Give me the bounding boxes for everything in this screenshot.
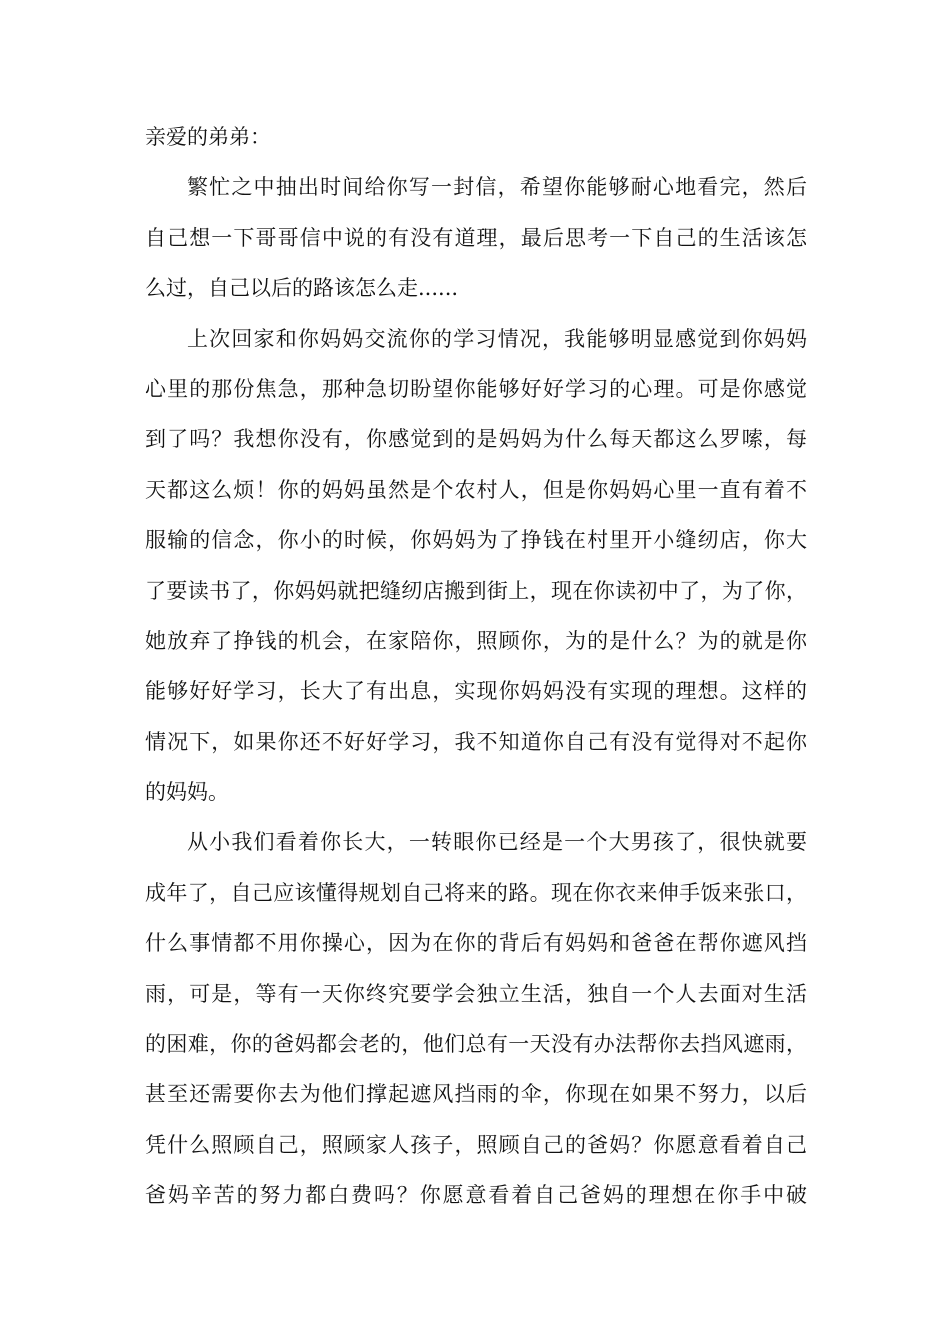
text-line: 到了吗？我想你没有，你感觉到的是妈妈为什么每天都这么罗嗦，每: [145, 427, 807, 452]
letter-body: [145, 112, 807, 1221]
text-line: 上次回家和你妈妈交流你的学习情况，我能够明显感觉到你妈妈: [187, 326, 807, 351]
text-line: 心里的那份焦急，那种急切盼望你能够好好学习的心理。可是你感觉: [145, 376, 807, 401]
text-line: 什么事情都不用你操心，因为在你的背后有妈妈和爸爸在帮你遮风挡: [145, 931, 807, 956]
text-line: 繁忙之中抽出时间给你写一封信，希望你能够耐心地看完，然后: [187, 175, 807, 200]
text-line: 的困难，你的爸妈都会老的，他们总有一天没有办法帮你去挡风遮雨，: [145, 1032, 807, 1057]
text-line: 自己想一下哥哥信中说的有没有道理，最后思考一下自己的生活该怎: [145, 225, 807, 250]
text-line: 了要读书了，你妈妈就把缝纫店搬到街上，现在你读初中了，为了你，: [145, 578, 807, 603]
text-line: 成年了，自己应该懂得规划自己将来的路。现在你衣来伸手饭来张口，: [145, 880, 807, 905]
text-line: 从小我们看着你长大，一转眼你已经是一个大男孩了，很快就要: [187, 830, 807, 855]
text-line: 服输的信念，你小的时候，你妈妈为了挣钱在村里开小缝纫店，你大: [145, 528, 807, 553]
text-line: 情况下，如果你还不好好学习，我不知道你自己有没有觉得对不起你: [145, 729, 807, 754]
text-line: 甚至还需要你去为他们撑起遮风挡雨的伞，你现在如果不努力，以后: [145, 1082, 807, 1107]
salutation: 亲爱的弟弟：: [145, 125, 271, 149]
text-line: 雨，可是，等有一天你终究要学会独立生活，独自一个人去面对生活: [145, 981, 807, 1006]
text-line: 的妈妈。: [145, 780, 229, 805]
text-line: 她放弃了挣钱的机会，在家陪你，照顾你，为的是什么？为的就是你: [145, 628, 807, 653]
text-line: 天都这么烦！你的妈妈虽然是个农村人，但是你妈妈心里一直有着不: [145, 477, 807, 502]
text-line: 爸妈辛苦的努力都白费吗？你愿意看着自己爸妈的理想在你手中破: [145, 1183, 807, 1208]
text-line: 能够好好学习，长大了有出息，实现你妈妈没有实现的理想。这样的: [145, 679, 807, 704]
text-line: 么过，自己以后的路该怎么走......: [145, 276, 459, 301]
text-line: 凭什么照顾自己，照顾家人孩子，照顾自己的爸妈？你愿意看着自己: [145, 1132, 807, 1157]
